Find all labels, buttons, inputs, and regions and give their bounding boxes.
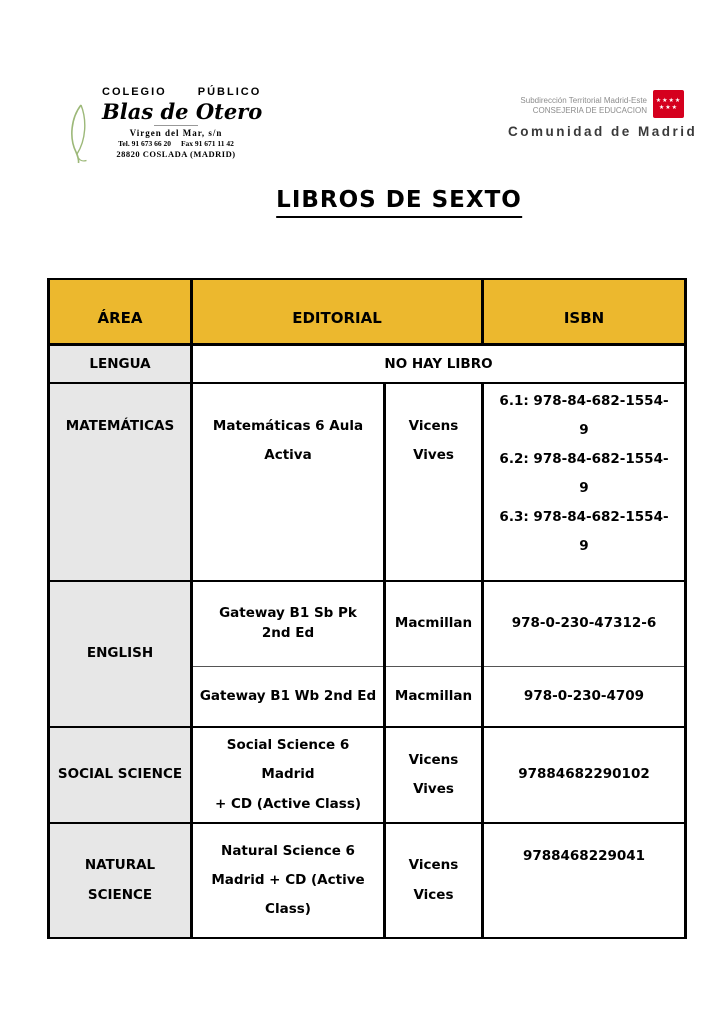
table-row-english-sb (49, 581, 686, 666)
page-title: LIBROS DE SEXTO (276, 187, 522, 218)
government-logo (508, 90, 698, 139)
area-cell-social: SOCIAL SCIENCE (49, 727, 192, 823)
book-list-table (47, 278, 687, 939)
header-editorial: EDITORIAL (192, 279, 483, 344)
table-row-lengua (49, 344, 686, 383)
area-cell-natural: NATURAL SCIENCE (49, 823, 192, 938)
school-phone (102, 139, 250, 148)
header-isbn: ISBN (483, 279, 686, 344)
book-cell-english-wb: Gateway B1 Wb 2nd Ed (192, 666, 385, 727)
book-cell-natural: Natural Science 6 Madrid + CD (Active Class) (192, 823, 385, 938)
school-logo (60, 86, 263, 159)
area-cell-matematicas: MATEMÁTICAS (49, 383, 192, 581)
school-divider (154, 125, 198, 126)
isbn-cell-social: 97884682290102 (483, 727, 686, 823)
school-tel: Tel. 91 673 66 20 (118, 139, 171, 148)
school-name: Blas de Otero (102, 99, 263, 124)
government-subdirection: Subdirección Territorial Madrid-Este (520, 96, 647, 105)
isbn-cell-natural: 9788468229041 (483, 823, 686, 938)
school-type-label: COLEGIO PÚBLICO (102, 86, 262, 98)
book-cell-social: Social Science 6 Madrid + CD (Active Class) (192, 727, 385, 823)
madrid-flag-icon: ★★★★ ★★★ (653, 90, 684, 118)
book-cell-english-sb: Gateway B1 Sb Pk 2nd Ed (192, 581, 385, 666)
government-logo-top (508, 90, 684, 118)
note-cell-lengua: NO HAY LIBRO (192, 344, 686, 383)
government-name: Comunidad de Madrid (508, 124, 698, 139)
school-fax: Fax 91 671 11 42 (180, 139, 234, 148)
table-row-matematicas (49, 383, 686, 581)
government-department (520, 96, 647, 116)
isbn-cell-matematicas: 6.1: 978-84-682-1554- 9 6.2: 978-84-682-1554- 9 6.3: 978-84-682-1554- 9 (483, 383, 686, 581)
isbn-cell-english-sb: 978-0-230-47312-6 (483, 581, 686, 666)
school-address: Virgen del Mar, s/n (129, 128, 223, 138)
area-cell-english: ENGLISH (49, 581, 192, 727)
table-header-row (49, 279, 686, 344)
book-table (47, 278, 687, 939)
area-cell-lengua: LENGUA (49, 344, 192, 383)
publisher-cell-social: Vicens Vives (385, 727, 483, 823)
book-cell-matematicas: Matemáticas 6 Aula Activa (192, 383, 385, 581)
publisher-cell-matematicas: Vicens Vives (385, 383, 483, 581)
school-text-block (102, 86, 263, 159)
table-row-social-science (49, 727, 686, 823)
leaf-icon (64, 102, 102, 164)
publisher-cell-english-sb: Macmillan (385, 581, 483, 666)
table-row-natural-science (49, 823, 686, 938)
school-city: 28820 COSLADA (MADRID) (116, 149, 236, 159)
publisher-cell-english-wb: Macmillan (385, 666, 483, 727)
publisher-cell-natural: Vicens Vices (385, 823, 483, 938)
isbn-cell-english-wb: 978-0-230-4709 (483, 666, 686, 727)
header-area: ÁREA (49, 279, 192, 344)
government-consejeria: CONSEJERIA DE EDUCACION (532, 106, 647, 115)
